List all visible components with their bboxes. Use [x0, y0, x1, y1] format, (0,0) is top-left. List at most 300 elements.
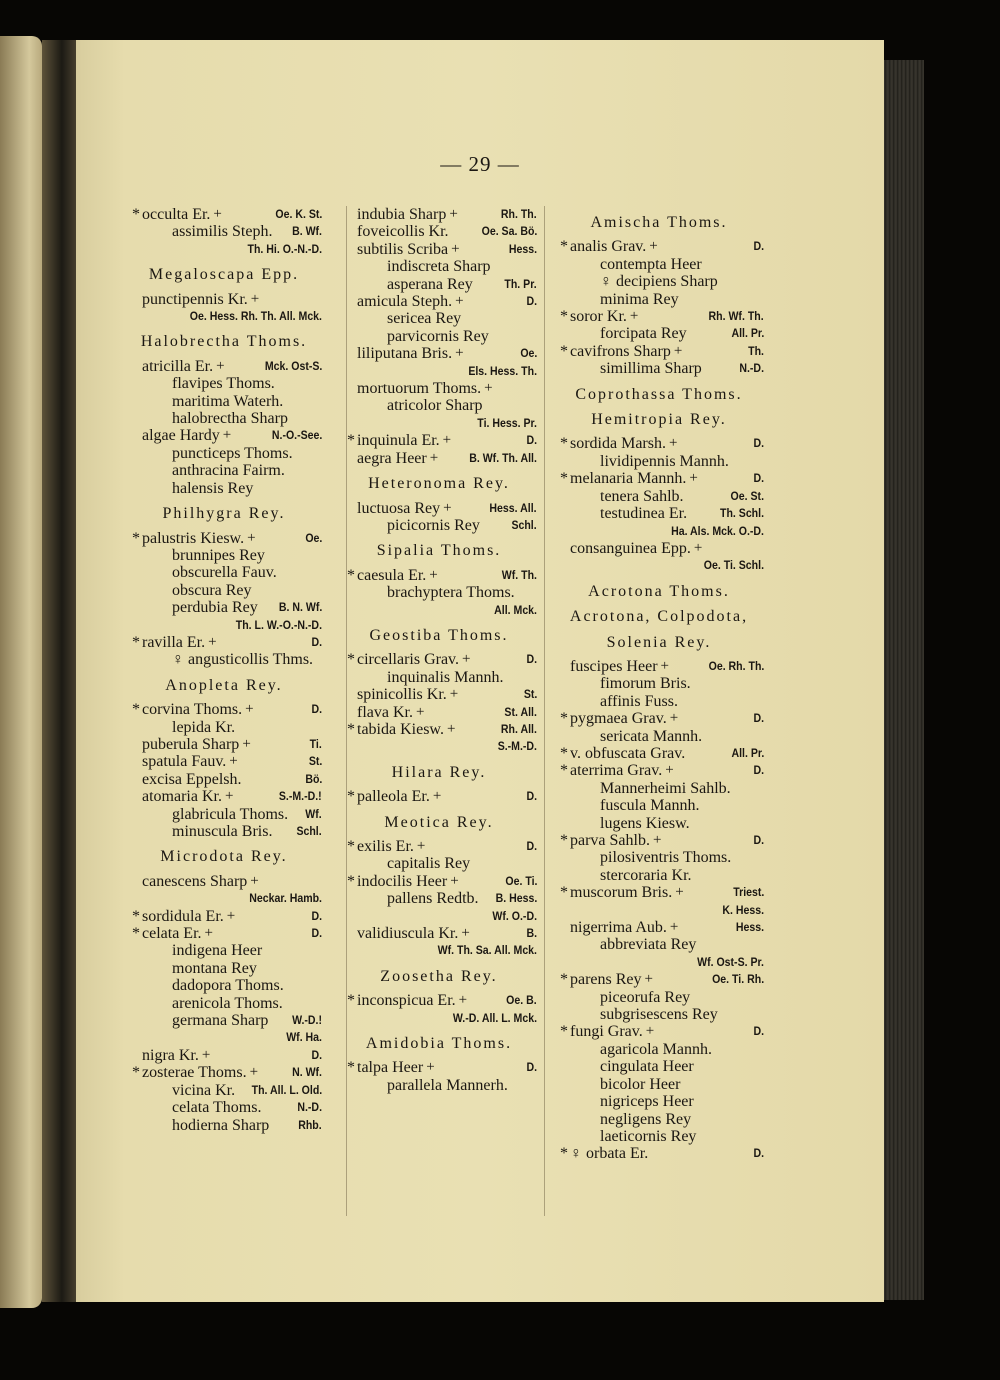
region-code: D.: [526, 839, 537, 853]
synonym-entry: [554, 360, 764, 377]
region-code: Wf. Th.: [501, 567, 537, 582]
region-code: Rh. Th.: [501, 207, 537, 221]
cross-icon: +: [450, 872, 459, 889]
asterisk-mark: [554, 488, 570, 505]
species-name: exilis Er.: [357, 838, 414, 855]
species-name: germana Sharp: [172, 1012, 269, 1030]
species-name: halensis Rey: [172, 479, 254, 497]
asterisk-mark: [126, 719, 142, 736]
region-continuation: Wf. Ha.: [286, 1030, 322, 1045]
asterisk-mark: [126, 1117, 142, 1134]
region-code: St.: [308, 754, 322, 769]
asterisk-mark: [554, 256, 570, 273]
synonym-entry: [341, 890, 537, 907]
asterisk-mark: *: [132, 907, 140, 925]
asterisk-mark: [554, 675, 570, 692]
asterisk-mark: [341, 345, 357, 362]
synonym-entry: [554, 675, 764, 692]
synonym-entry: [554, 1041, 764, 1058]
species-name: flavipes Thoms.: [172, 375, 275, 393]
asterisk-mark: [126, 753, 142, 770]
species-name: analis Grav.: [570, 238, 647, 256]
asterisk-mark: [126, 547, 142, 564]
cross-icon: +: [204, 925, 213, 942]
species-entry: [126, 358, 322, 375]
species-entry: [341, 838, 537, 855]
species-entry: [126, 701, 322, 718]
species-name: lividipennis Mannh.: [600, 452, 729, 470]
asterisk-mark: [126, 291, 142, 308]
asterisk-mark: [554, 780, 570, 797]
cross-icon: +: [216, 357, 225, 374]
region-code: Th. Pr.: [504, 276, 537, 291]
asterisk-mark: [341, 500, 357, 517]
species-entry: [554, 832, 764, 849]
cross-icon: +: [649, 238, 658, 255]
cross-icon: +: [426, 1059, 435, 1076]
asterisk-mark: [126, 1082, 142, 1099]
species-name: puncticeps Thoms.: [172, 444, 293, 462]
species-name: talpa Heer: [357, 1059, 424, 1077]
cross-icon: +: [458, 992, 468, 1009]
species-name: subtilis Scriba: [357, 240, 449, 258]
asterisk-mark: *: [347, 566, 355, 584]
asterisk-mark: [554, 360, 570, 377]
species-name: amicula Steph.: [357, 293, 453, 311]
synonym-entry: [341, 276, 537, 293]
synonym-entry: [126, 1117, 322, 1134]
region-code: N.-D.: [297, 1100, 322, 1115]
region-code: B.: [526, 926, 537, 941]
synonym-entry: [341, 517, 537, 534]
region-continuation: All. Mck.: [494, 602, 537, 617]
species-entry: [126, 925, 322, 942]
species-entry: [341, 223, 537, 240]
region-code: D.: [753, 833, 764, 847]
synonym-entry: [126, 719, 322, 736]
synonym-entry: [126, 1099, 322, 1116]
asterisk-mark: *: [132, 633, 140, 651]
species-name: validiuscula Kr.: [357, 925, 459, 943]
species-entry: [341, 925, 537, 942]
cross-icon: +: [451, 240, 460, 257]
region-code: D.: [311, 1047, 322, 1062]
synonym-entry: [554, 936, 764, 953]
asterisk-mark: [126, 410, 142, 427]
genus-heading: Anopleta Rey.: [165, 676, 283, 694]
synonym-entry: [126, 564, 322, 581]
asterisk-mark: *: [560, 971, 568, 989]
species-entry: [554, 435, 764, 452]
cross-icon: +: [226, 907, 236, 924]
region-code: D.: [753, 1024, 764, 1039]
asterisk-mark: [126, 771, 142, 788]
region-code: D.: [526, 1060, 537, 1075]
cross-icon: +: [644, 971, 653, 988]
genus-heading: Hemitropia Rey.: [591, 411, 727, 429]
species-name: minuscula Bris.: [172, 823, 273, 840]
region-code: B. Hess.: [495, 891, 537, 906]
asterisk-mark: *: [132, 206, 140, 223]
species-entry: [341, 704, 537, 721]
synonym-entry: [126, 977, 322, 994]
region-code: Oe. K. St.: [275, 207, 322, 221]
species-entry: [126, 530, 322, 547]
asterisk-mark: *: [560, 342, 568, 360]
asterisk-mark: [341, 328, 357, 345]
synonym-entry: [126, 806, 322, 823]
species-name: pallens Redtb.: [387, 890, 479, 908]
species-entry: [554, 470, 764, 487]
species-name: sordida Marsh.: [570, 435, 666, 453]
region-code: Oe.: [519, 346, 537, 361]
species-name: lepida Kr.: [172, 718, 236, 736]
species-entry: [126, 206, 322, 223]
asterisk-mark: *: [347, 651, 355, 669]
region-continuation: Els. Hess. Th.: [468, 363, 537, 378]
region-code: Oe. Ti. Rh.: [711, 972, 764, 987]
cross-icon: +: [462, 651, 471, 668]
asterisk-mark: [126, 223, 142, 240]
synonym-entry: [341, 669, 537, 686]
species-entry: [126, 873, 322, 890]
species-entry: [126, 753, 322, 770]
synonym-entry: [341, 258, 537, 275]
synonym-entry: [341, 397, 537, 414]
asterisk-mark: [341, 925, 357, 942]
species-name: parallela Mannerh.: [387, 1076, 508, 1094]
asterisk-mark: [554, 989, 570, 1006]
species-name: nigriceps Heer: [600, 1093, 694, 1111]
species-entry: [126, 1047, 322, 1064]
species-name: forcipata Rey: [600, 325, 687, 343]
asterisk-mark: [126, 358, 142, 375]
species-name: affinis Fuss.: [600, 692, 678, 710]
species-name: melanaria Mannh.: [570, 470, 687, 488]
asterisk-mark: [126, 393, 142, 410]
region-code: D.: [311, 908, 322, 923]
synonym-entry: [554, 291, 764, 308]
synonym-entry: [554, 1111, 764, 1128]
species-entry: [126, 427, 322, 444]
species-entry: [554, 762, 764, 779]
asterisk-mark: [341, 258, 357, 275]
species-name: sordidula Er.: [142, 907, 224, 925]
species-name: fimorum Bris.: [600, 675, 691, 693]
asterisk-mark: [126, 375, 142, 392]
asterisk-mark: [554, 1093, 570, 1110]
synonym-entry: [341, 310, 537, 327]
asterisk-mark: *: [347, 788, 355, 806]
region-code: N. Wf.: [292, 1065, 322, 1080]
species-name: circellaris Grav.: [357, 651, 460, 669]
asterisk-mark: [554, 325, 570, 342]
asterisk-mark: [341, 517, 357, 534]
species-name: Mannerheimi Sahlb.: [600, 779, 731, 797]
cross-icon: +: [449, 686, 459, 703]
synonym-entry: [126, 582, 322, 599]
asterisk-mark: [126, 942, 142, 959]
synonym-entry: [554, 849, 764, 866]
species-name: consanguinea Epp.: [570, 539, 691, 557]
cross-icon: +: [416, 838, 426, 854]
species-entry: [554, 540, 764, 557]
region-code: All. Pr.: [731, 745, 764, 760]
asterisk-mark: [554, 1111, 570, 1128]
genus-heading: Microdota Rey.: [160, 848, 288, 866]
species-name: obscura Rey: [172, 581, 252, 599]
species-entry: [341, 293, 537, 310]
region-code: B. N. Wf.: [278, 600, 322, 615]
species-name: ♀ angusticollis Thms.: [172, 651, 314, 669]
cross-icon: +: [455, 345, 464, 362]
asterisk-mark: [341, 669, 357, 686]
synonym-entry: [341, 1077, 537, 1094]
species-name: lugens Kiesw.: [600, 814, 690, 832]
species-name: spinicollis Kr.: [357, 686, 447, 704]
species-name: aegra Heer: [357, 449, 427, 467]
asterisk-mark: [554, 919, 570, 936]
synonym-entry: [126, 445, 322, 462]
species-name: vicina Kr.: [172, 1081, 236, 1099]
cross-icon: +: [669, 710, 679, 727]
species-entry: [126, 771, 322, 788]
species-name: v. obfuscata Grav.: [570, 744, 686, 762]
species-name: muscorum Bris.: [570, 884, 673, 902]
synonym-entry: [341, 584, 537, 601]
species-name: inconspicua Er.: [357, 992, 456, 1010]
cross-icon: +: [446, 720, 456, 737]
species-entry: [341, 345, 537, 362]
region-code: N.-O.-See.: [271, 428, 322, 443]
species-name: atricilla Er.: [142, 357, 214, 375]
synonym-entry: [126, 823, 322, 840]
asterisk-mark: [126, 480, 142, 497]
asterisk-mark: [126, 736, 142, 753]
region-code: Rhb.: [298, 1117, 322, 1132]
asterisk-mark: *: [132, 925, 140, 943]
species-entry: [554, 710, 764, 727]
synonym-entry: [554, 488, 764, 505]
column-2: [341, 206, 537, 1216]
species-name: subgrisescens Rey: [600, 1006, 718, 1024]
region-continuation: S.-M.-D.: [497, 739, 537, 754]
asterisk-mark: [341, 1077, 357, 1094]
cross-icon: +: [455, 293, 464, 310]
species-entry: [554, 1023, 764, 1040]
species-name: palleola Er.: [357, 788, 430, 806]
synonym-entry: [126, 942, 322, 959]
species-name: celata Er.: [142, 925, 202, 943]
region-code: St.: [523, 687, 537, 702]
species-name: brunnipes Rey: [172, 546, 265, 564]
region-code: Schl.: [511, 517, 537, 532]
region-code: Th. Schl.: [719, 506, 764, 521]
region-code: D.: [753, 471, 764, 486]
species-name: negligens Rey: [600, 1110, 692, 1128]
species-entry: [341, 432, 537, 449]
species-entry: [341, 1059, 537, 1076]
asterisk-mark: [554, 505, 570, 522]
synonym-entry: [126, 462, 322, 479]
species-name: nigerrima Aub.: [570, 919, 667, 937]
synonym-entry: [341, 328, 537, 345]
synonym-entry: [341, 855, 537, 872]
species-entry: [341, 206, 537, 223]
asterisk-mark: *: [560, 884, 568, 902]
left-page-edge: [0, 36, 42, 1308]
species-name: inquinalis Mannh.: [387, 668, 504, 686]
asterisk-mark: [554, 540, 570, 557]
species-name: punctipennis Kr.: [142, 290, 248, 308]
cross-icon: +: [245, 701, 254, 718]
asterisk-mark: [554, 728, 570, 745]
species-name: sericea Rey: [387, 310, 462, 328]
species-name: assimilis Steph.: [172, 223, 273, 241]
species-name: occulta Er.: [142, 206, 211, 223]
asterisk-mark: [126, 960, 142, 977]
species-name: inquinula Er.: [357, 432, 440, 450]
region-code: Bö.: [304, 771, 322, 786]
synonym-entry: [126, 1012, 322, 1029]
asterisk-mark: [126, 788, 142, 805]
species-name: nigra Kr.: [142, 1046, 199, 1064]
species-name: laeticornis Rey: [600, 1127, 697, 1145]
asterisk-mark: [554, 1041, 570, 1058]
species-name: asperana Rey: [387, 275, 473, 293]
asterisk-mark: [341, 704, 357, 721]
region-code: B. Wf.: [292, 224, 322, 239]
region-code: Oe. Ti.: [504, 873, 537, 888]
asterisk-mark: *: [347, 432, 355, 450]
asterisk-mark: *: [560, 762, 568, 780]
asterisk-mark: [341, 584, 357, 601]
asterisk-mark: [126, 1047, 142, 1064]
cross-icon: +: [250, 872, 259, 889]
region-code: Oe. St.: [730, 488, 764, 503]
asterisk-mark: [341, 855, 357, 872]
species-entry: [341, 567, 537, 584]
genus-heading: Zoosetha Rey.: [380, 967, 498, 985]
synonym-entry: [126, 651, 322, 668]
synonym-entry: [126, 393, 322, 410]
genus-heading: Sipalia Thoms.: [376, 542, 502, 560]
species-name: hodierna Sharp: [172, 1116, 270, 1134]
species-name: celata Thoms.: [172, 1099, 262, 1117]
species-entry: [554, 745, 764, 762]
asterisk-mark: [341, 241, 357, 258]
region-code: Ti.: [309, 736, 322, 751]
genus-heading: Megaloscapa Epp.: [148, 266, 300, 284]
cross-icon: +: [229, 753, 238, 770]
species-name: algae Hardy: [142, 427, 220, 445]
species-name: tabida Kiesw.: [357, 720, 444, 738]
synonym-entry: [126, 960, 322, 977]
region-code: St. All.: [504, 704, 537, 719]
species-entry: [341, 500, 537, 517]
asterisk-mark: *: [560, 1145, 568, 1163]
synonym-entry: [126, 547, 322, 564]
synonym-entry: [554, 1076, 764, 1093]
region-code: D.: [311, 702, 322, 717]
region-code: S.-M.-D.!: [279, 789, 322, 804]
species-name: excisa Eppelsh.: [142, 770, 242, 788]
asterisk-mark: [126, 977, 142, 994]
region-code: D.: [753, 436, 764, 451]
species-name: sericata Mannh.: [600, 727, 703, 745]
species-name: picicornis Rey: [387, 516, 480, 534]
asterisk-mark: [554, 1128, 570, 1145]
asterisk-mark: [126, 445, 142, 462]
synonym-entry: [554, 256, 764, 273]
synonym-entry: [554, 815, 764, 832]
species-name: bicolor Heer: [600, 1075, 681, 1093]
region-continuation: Oe. Ti. Schl.: [703, 558, 764, 573]
species-name: parens Rey: [570, 971, 642, 989]
cross-icon: +: [208, 633, 217, 650]
cross-icon: +: [652, 832, 662, 848]
asterisk-mark: [554, 815, 570, 832]
region-code: D.: [753, 711, 764, 726]
species-name: liliputana Bris.: [357, 345, 453, 363]
asterisk-mark: [554, 1006, 570, 1023]
cross-icon: +: [250, 290, 260, 307]
cross-icon: +: [675, 884, 684, 901]
synonym-entry: [126, 480, 322, 497]
asterisk-mark: *: [560, 238, 568, 256]
synonym-entry: [126, 599, 322, 616]
asterisk-mark: [126, 651, 142, 668]
species-name: stercoraria Kr.: [600, 866, 692, 884]
asterisk-mark: *: [132, 701, 140, 719]
region-code: Th.: [748, 343, 764, 358]
species-entry: [554, 343, 764, 360]
asterisk-mark: [126, 1012, 142, 1029]
genus-heading: Acrotona Thoms.: [588, 582, 730, 600]
species-entry: [554, 884, 764, 901]
species-name: simillima Sharp: [600, 360, 702, 378]
species-name: atomaria Kr.: [142, 788, 222, 806]
species-name: canescens Sharp: [142, 872, 248, 890]
species-name: indiscreta Sharp: [387, 258, 491, 276]
asterisk-mark: [554, 849, 570, 866]
asterisk-mark: *: [347, 720, 355, 738]
page-number: — 29 —: [440, 152, 520, 176]
region-code: D.: [526, 789, 537, 804]
asterisk-mark: *: [347, 1059, 355, 1077]
cross-icon: +: [213, 206, 222, 222]
species-name: caesula Er.: [357, 566, 427, 584]
region-continuation: Ti. Hess. Pr.: [477, 415, 537, 430]
species-entry: [341, 721, 537, 738]
region-code: Th. All. L. Old.: [251, 1082, 322, 1097]
species-name: mortuorum Thoms.: [357, 380, 482, 398]
page-stack-edge: [880, 60, 924, 1300]
genus-heading: Halobrectha Thoms.: [140, 333, 308, 351]
species-name: brachyptera Thoms.: [387, 584, 515, 602]
region-code: D.: [753, 239, 764, 254]
species-name: minima Rey: [600, 290, 679, 308]
species-name: ravilla Er.: [142, 633, 206, 651]
species-entry: [126, 908, 322, 925]
species-name: ♀ orbata Er.: [570, 1145, 649, 1163]
genus-heading: Amischa Thoms.: [590, 214, 728, 231]
species-name: soror Kr.: [570, 308, 627, 326]
cross-icon: +: [247, 529, 256, 546]
cross-icon: +: [668, 435, 678, 452]
synonym-entry: [554, 1128, 764, 1145]
cross-icon: +: [201, 1046, 211, 1063]
